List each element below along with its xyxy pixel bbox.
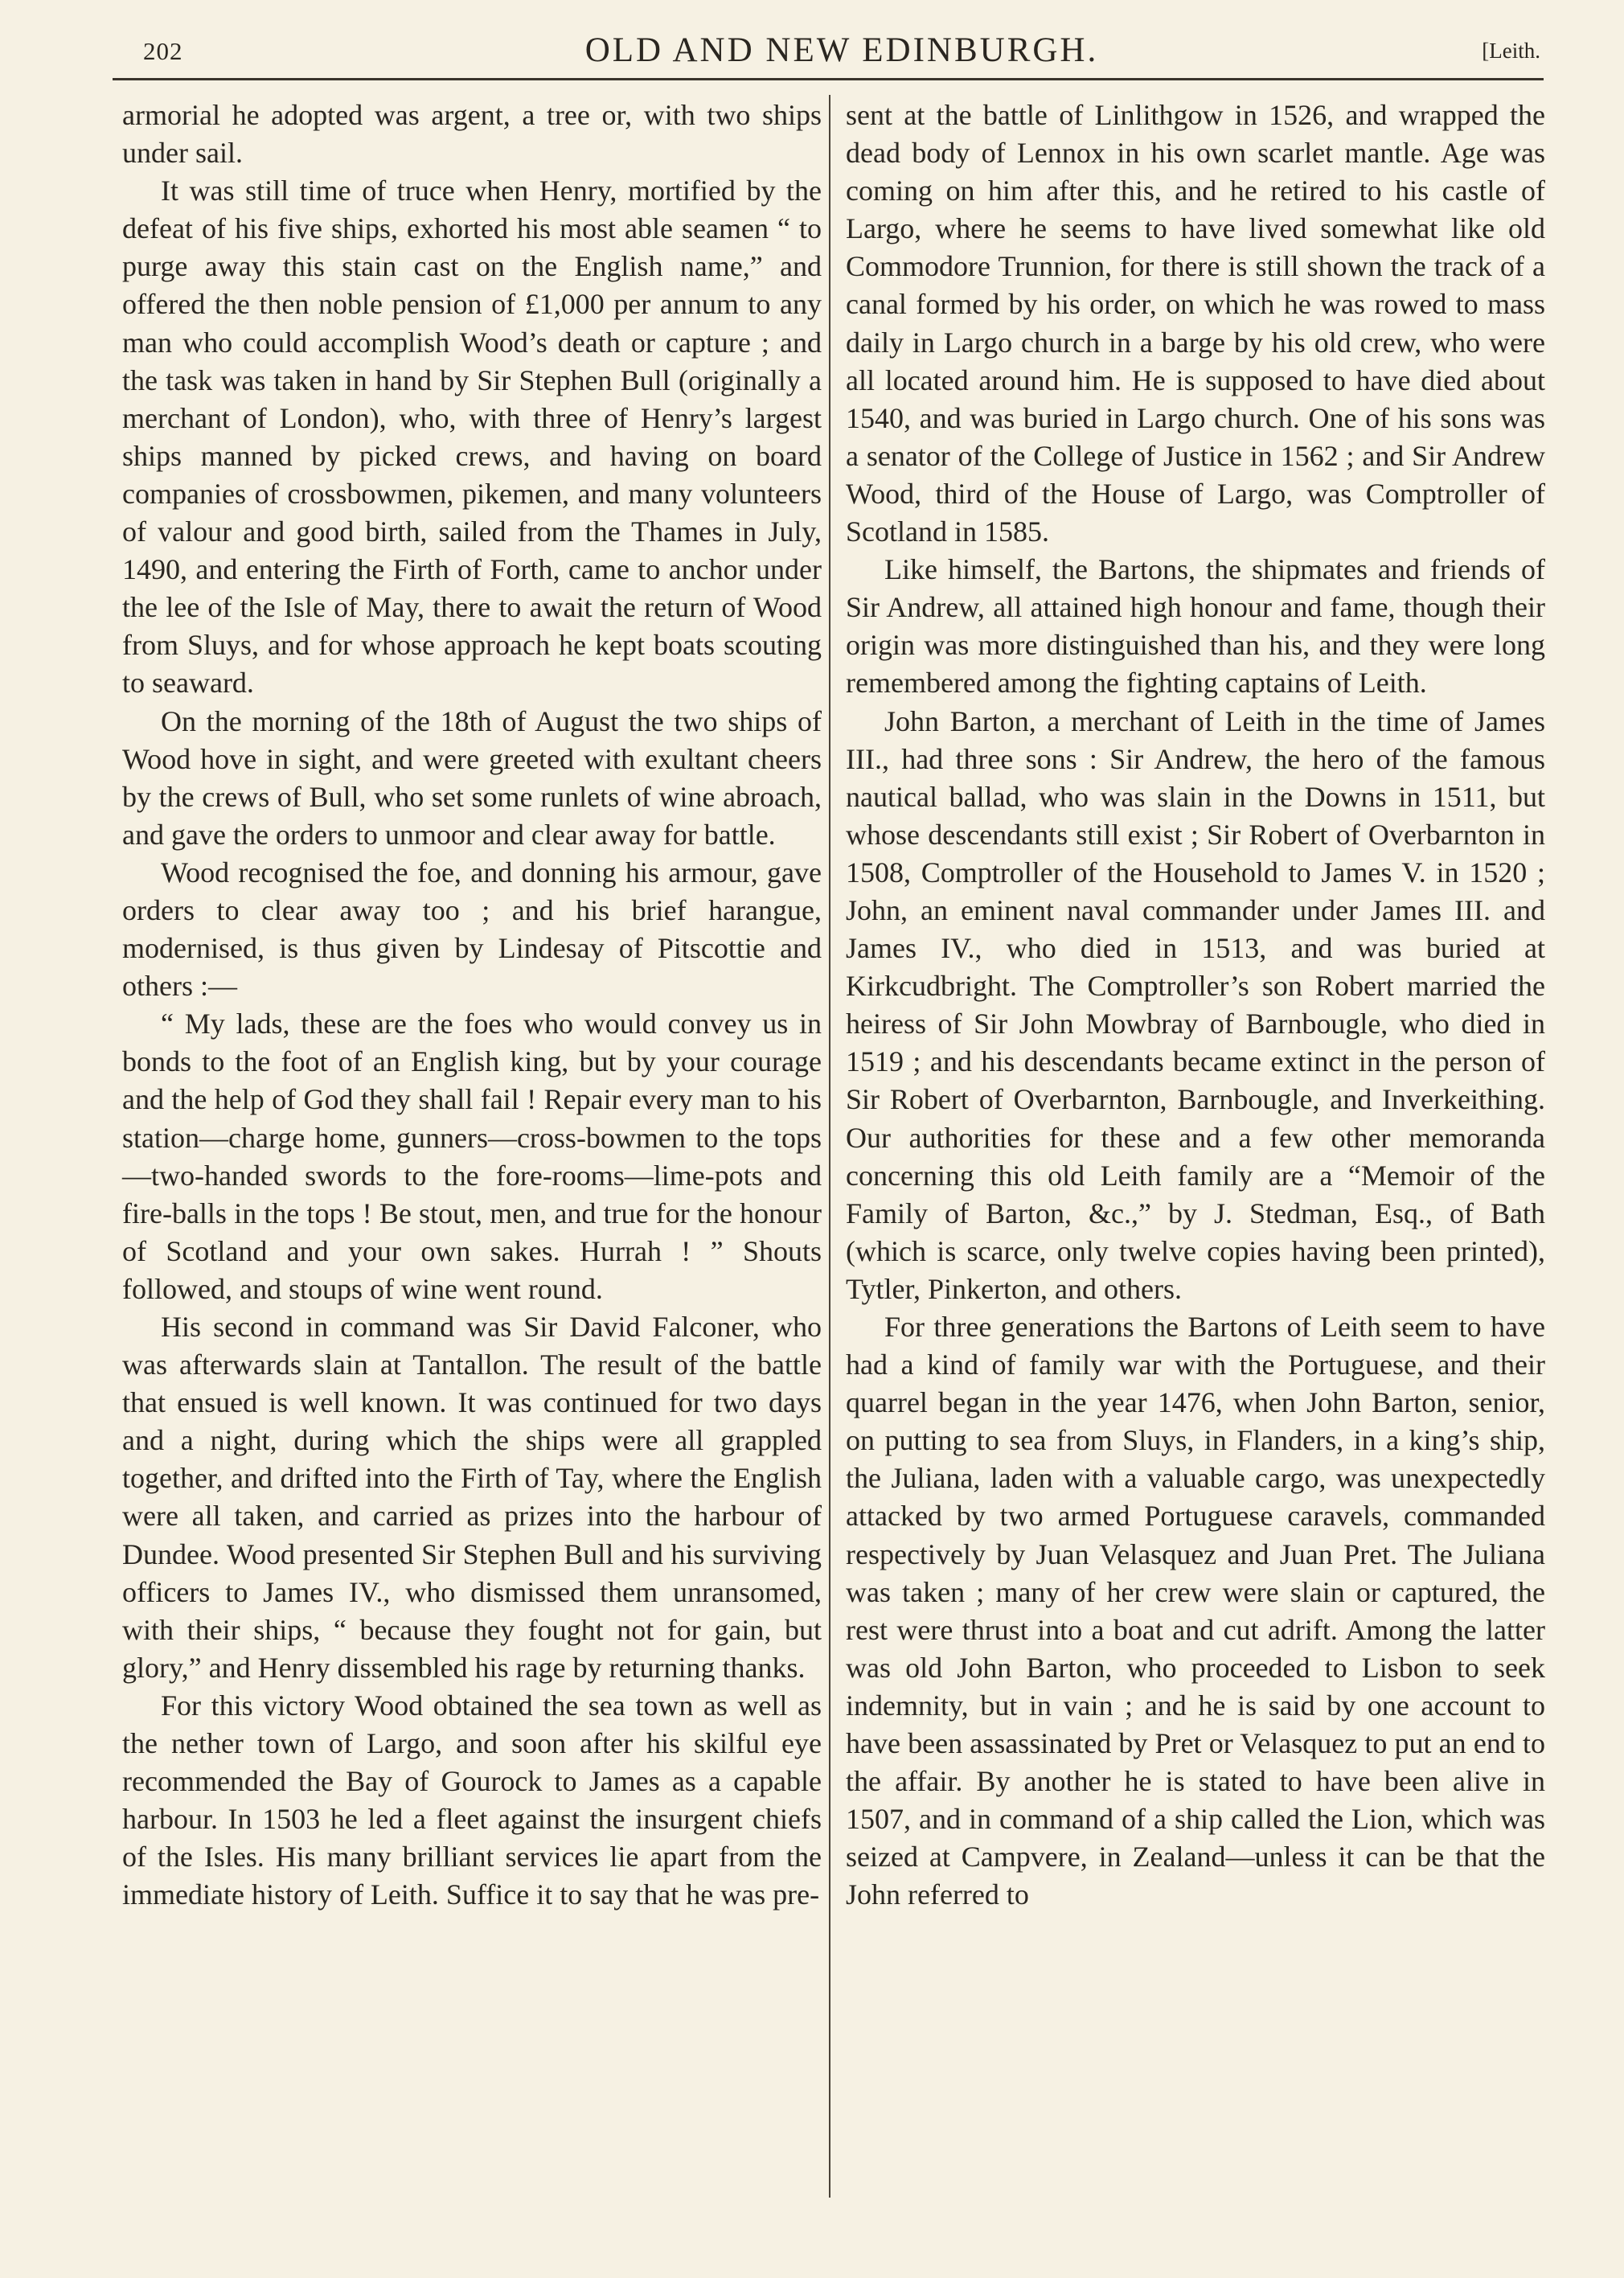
paragraph: sent at the battle of Linlithgow in 1526, and wrapped the dead body of Lennox in his own scarlet mantle. Age was coming on him after this, and he retired to his castle of Largo, where he seems to have lived somewhat like old Commodore Trunnion, for there is still shown the track of a canal formed by his order, on which he was rowed to mass daily in Largo church in a barge by his old crew, who were all located around him. He is supposed to have died about 1540, and was buried in Largo church. One of his sons was a senator of the College of Justice in 1562 ; and Sir Andrew Wood, third of the House of Largo, was Comptroller of Scotland in 1585. xyxy=(846,99,1545,548)
paragraph: His second in command was Sir David Falconer, who was afterwards slain at Tantallon. The result of the battle that ensued is well known. It was continued for two days and a night, during which the ships were all grappled together, and drifted into the Firth of Tay, where the English were all taken, and carried as prizes into the harbour of Dundee. Wood presented Sir Stephen Bull and his surviving officers to James IV., who dismissed them unransomed, with their ships, “ because they fought not for gain, but glory,” and Henry dissembled his rage by returning thanks. xyxy=(122,1311,822,1684)
page-number: 202 xyxy=(143,37,183,65)
right-column xyxy=(846,96,1545,1915)
section-tag: [Leith. xyxy=(1482,39,1540,63)
paragraph: armorial he adopted was argent, a tree or, with two ships under sail. xyxy=(122,99,822,170)
paragraph: It was still time of truce when Henry, mortified by the defeat of his five ships, exhorted his most able seamen “ to purge away this stain cast on the English name,” and offered the then noble pension of £1,000 per annum to any man who could accomplish Wood’s death or capture ; and the task was taken in hand by Sir Stephen Bull (originally a merchant of London), who, with three of Henry’s largest ships manned by picked crews, and having on board companies of crossbowmen, pikemen, and many volunteers of valour and good birth, sailed from the Thames in July, 1490, and entering the Firth of Forth, came to anchor under the lee of the Isle of May, there to await the return of Wood from Sluys, and for whose approach he kept boats scouting to seaward. xyxy=(122,174,822,700)
paragraph: “ My lads, these are the foes who would convey us in bonds to the foot of an English king, but by your courage and the help of God they shall fail ! Repair every man to his station—charge home, gunners—cross-bowmen to the tops—two-handed swords to the fore-rooms—lime-pots and fire-balls in the tops ! Be stout, men, and true for the honour of Scotland and your own sakes. Hurrah ! ” Shouts followed, and stoups of wine went round. xyxy=(122,1008,822,1305)
page-header xyxy=(143,31,1540,79)
paragraph: On the morning of the 18th of August the two ships of Wood hove in sight, and were greeted with exultant cheers by the crews of Bull, who set some runlets of wine abroach, and gave the orders to unmoor and clear away for battle. xyxy=(122,704,822,851)
paragraph: Like himself, the Bartons, the shipmates and friends of Sir Andrew, all attained high honour and fame, though their origin was more distinguished than his, and they were long remembered among the fighting captains of Leith. xyxy=(846,553,1545,700)
paragraph: For this victory Wood obtained the sea town as well as the nether town of Largo, and soon after his skilful eye recommended the Bay of Gourock to James as a capable harbour. In 1503 he led a fleet against the insurgent chiefs of the Isles. His many brilliant services lie apart from the immediate history of Leith. Suffice it to say that he was pre- xyxy=(122,1689,822,1911)
paragraph: John Barton, a merchant of Leith in the time of James III., had three sons : Sir Andrew, the hero of the famous nautical ballad, who was slain in the Downs in 1511, but whose descendants still exist ; Sir Robert of Overbarnton in 1508, Comptroller of the Household to James V. in 1520 ; John, an eminent naval commander under James III. and James IV., who died in 1513, and was buried at Kirkcudbright. The Comptroller’s son Robert married the heiress of Sir John Mowbray of Barnbougle, who died in 1519 ; and his descendants became extinct in the person of Sir Robert of Overbarnton, Barnbougle, and Inverkeithing. Our authorities for these and a few other memoranda concerning this old Leith family are a “Memoir of the Family of Barton, &c.,” by J. Stedman, Esq., of Bath (which is scarce, only twelve copies having been printed), Tytler, Pinkerton, and others. xyxy=(846,704,1545,1305)
running-title: OLD AND NEW EDINBURGH. xyxy=(584,31,1099,69)
left-column xyxy=(122,96,822,1915)
paragraph: For three generations the Bartons of Leith seem to have had a kind of family war with the Portuguese, and their quarrel began in the year 1476, when John Barton, senior, on putting to sea from Sluys, in Flanders, in a king’s ship, the Juliana, laden with a valuable cargo, was unexpectedly attacked by two armed Portuguese caravels, commanded respectively by Juan Velasquez and Juan Pret. The Juliana was taken ; many of her crew were slain or captured, the rest were thrust into a boat and cut adrift. Among the latter was old John Barton, who proceeded to Lisbon to seek indemnity, but in vain ; and he is said by one account to have been assassinated by Pret or Velasquez to put an end to the affair. By another he is stated to have been alive in 1507, and in command of a ship called the Lion, which was seized at Campvere, in Zealand—unless it can be that the John referred to xyxy=(846,1311,1545,1911)
paragraph: Wood recognised the foe, and donning his armour, gave orders to clear away too ; and his brief harangue, modernised, is thus given by Lindesay of Pitscottie and others :— xyxy=(122,856,822,1003)
header-rule xyxy=(113,78,1544,80)
column-divider xyxy=(829,95,830,2198)
